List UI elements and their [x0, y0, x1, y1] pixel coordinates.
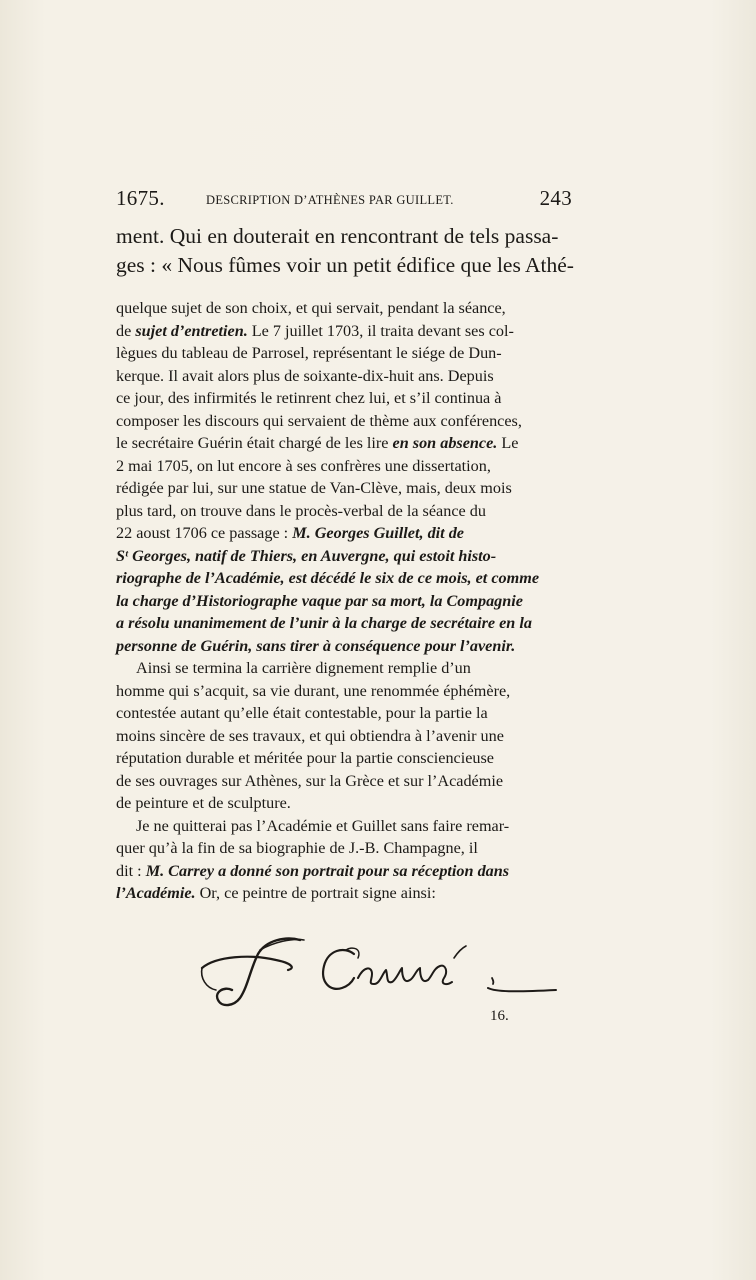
text-line: [116, 815, 576, 838]
running-header: [116, 186, 572, 216]
italic-segment: personne de Guérin, sans tirer à conséquence pour l’avenir.: [116, 636, 516, 655]
main-text-continuation: [116, 222, 572, 280]
text-segment: plus tard, on trouve dans le procès-verbal de la séance du: [116, 501, 486, 520]
text-line: [116, 590, 576, 613]
italic-segment: l’Académie.: [116, 884, 196, 902]
text-segment: ce jour, des infirmités le retinrent chez lui, et s’il continua à: [116, 389, 502, 407]
italic-segment: en son absence.: [392, 434, 498, 452]
text-segment: Ainsi se termina la carrière dignement remplie d’un: [136, 659, 471, 677]
text-segment: 22 aoust 1706 ce passage :: [116, 524, 293, 542]
text-segment: kerque. Il avait alors plus de soixante-dix-huit ans. Depuis: [116, 366, 494, 385]
text-line: [116, 567, 576, 590]
signature-j-stroke: [202, 957, 292, 970]
italic-segment: Sᵗ Georges, natif de Thiers, en Auvergne, qui estoit histo-: [116, 546, 497, 565]
text-line: [116, 612, 576, 635]
signature-number: 16.: [490, 1008, 509, 1024]
text-segment: composer les discours qui servaient de thème aux conférences,: [116, 411, 522, 430]
signature-dash: [488, 988, 556, 991]
text-line: [116, 410, 576, 433]
signature-dot: [492, 978, 493, 984]
italic-segment: M. Georges Guillet, dit de: [292, 524, 464, 542]
carrey-signature: [196, 928, 576, 1010]
text-line: [116, 702, 576, 725]
lead-line: ges : « Nous fûmes voir un petit édifice que les Athé-: [116, 253, 574, 277]
italic-segment: M. Carrey a donné son portrait pour sa réception dans: [145, 861, 510, 880]
text-line: [116, 770, 576, 793]
text-line: [116, 882, 576, 905]
page-number: 243: [539, 186, 572, 210]
text-segment: de: [116, 321, 136, 340]
text-segment: de ses ouvrages sur Athènes, sur la Grèce et sur l’Académie: [116, 771, 504, 790]
signature-c-stroke: [323, 950, 354, 989]
text-line: [116, 342, 576, 365]
text-segment: Le 7 juillet 1703, il traita devant ses col-: [247, 321, 514, 340]
italic-segment: la charge d’Historiographe vaque par sa mort, la Compagnie: [116, 591, 523, 610]
header-title: DESCRIPTION D’ATHÈNES PAR GUILLET.: [206, 193, 454, 207]
lead-line: ment. Qui en douterait en rencontrant de tels passa-: [116, 224, 559, 248]
italic-segment: riographe de l’Académie, est décédé le six de ce mois, et comme: [116, 569, 540, 587]
text-segment: dit :: [116, 861, 146, 880]
signature-letters: [358, 966, 452, 984]
text-line: [116, 725, 576, 748]
text-segment: quer qu’à la fin de sa biographie de J.-B. Champagne, il: [116, 839, 478, 857]
text-line: [116, 320, 576, 343]
text-line: [116, 365, 576, 388]
text-segment: de peinture et de sculpture.: [116, 794, 291, 812]
text-line: [116, 792, 576, 815]
text-segment: le secrétaire Guérin était chargé de les lire: [116, 434, 393, 452]
italic-segment: a résolu unanimement de l’unir à la charge de secrétaire en la: [116, 614, 532, 632]
text-line: [116, 297, 576, 320]
text-segment: Je ne quitterai pas l’Académie et Guillet sans faire remar-: [136, 816, 510, 835]
text-line: [116, 860, 576, 883]
text-segment: quelque sujet de son choix, et qui servait, pendant la séance,: [116, 299, 506, 317]
text-line: [116, 500, 576, 523]
italic-segment: sujet d’entretien.: [135, 321, 248, 340]
text-line: [116, 387, 576, 410]
text-line: [116, 522, 576, 545]
text-line: [116, 635, 576, 658]
footnote-text: [116, 297, 576, 905]
text-segment: réputation durable et méritée pour la partie consciencieuse: [116, 749, 494, 767]
text-segment: Le: [497, 434, 519, 452]
text-segment: moins sincère de ses travaux, et qui obtiendra à l’avenir une: [116, 726, 504, 745]
signature-j-flourish: [217, 939, 300, 1006]
text-segment: rédigée par lui, sur une statue de Van-Clève, mais, deux mois: [116, 479, 512, 497]
text-line: [116, 657, 576, 680]
text-segment: 2 mai 1705, on lut encore à ses confrères une dissertation,: [116, 456, 491, 475]
text-line: [116, 680, 576, 703]
text-segment: homme qui s’acquit, sa vie durant, une renommée éphémère,: [116, 681, 511, 700]
text-line: [116, 837, 576, 860]
text-line: [116, 747, 576, 770]
text-line: [116, 545, 576, 568]
text-segment: Or, ce peintre de portrait signe ainsi:: [195, 884, 436, 902]
text-line: [116, 432, 576, 455]
text-segment: lègues du tableau de Parrosel, représentant le siége de Dun-: [116, 344, 502, 362]
signature-j-tail: [202, 968, 216, 990]
signature-accent: [454, 946, 466, 958]
text-segment: contestée autant qu’elle était contestable, pour la partie la: [116, 704, 488, 722]
text-line: [116, 455, 576, 478]
header-year: 1675.: [116, 186, 165, 210]
text-line: [116, 477, 576, 500]
